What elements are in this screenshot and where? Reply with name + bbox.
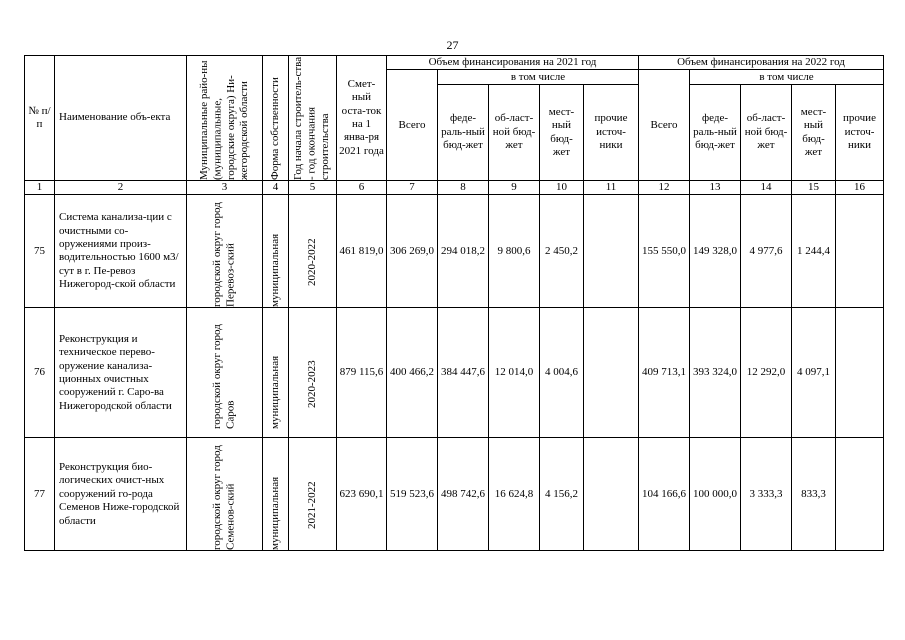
total-2021: 306 269,0 [387,195,438,308]
row-number: 76 [25,308,55,438]
ownership-cell [263,195,289,308]
column-number: 4 [263,181,289,195]
total-2021: 519 523,6 [387,438,438,551]
other-2022 [836,308,884,438]
header-federal-2022: феде-раль-ный бюд-жет [690,85,741,181]
table-row [25,438,884,551]
other-2022 [836,438,884,551]
estimate-value: 879 115,6 [337,308,387,438]
ownership-text: муниципальная [268,477,281,551]
object-name: Система канализа-ции с очистными со-оружениями произ-водительностью 1600 м3/сут в г. Пе-ревоз Нижегород-ской области [55,195,187,308]
column-number: 11 [584,181,639,195]
federal-2022: 393 324,0 [690,308,741,438]
column-number: 14 [741,181,792,195]
ownership-text: муниципальная [268,355,281,429]
header-name: Наименование объ-екта [55,56,187,181]
header-ownership [263,56,289,181]
total-2021: 400 466,2 [387,308,438,438]
header-local-2022: мест-ный бюд-жет [792,85,836,181]
page-number: 27 [446,38,459,52]
other-2021 [584,195,639,308]
local-2021: 4 156,2 [540,438,584,551]
header-regional-2021: об-ласт-ной бюд-жет [489,85,540,181]
regional-2021: 12 014,0 [489,308,540,438]
local-2022: 833,3 [792,438,836,551]
ownership-cell [263,438,289,551]
row-number: 77 [25,438,55,551]
column-number: 13 [690,181,741,195]
ownership-text: муниципальная [268,234,281,308]
total-2022: 155 550,0 [639,195,690,308]
ownership-cell [263,308,289,438]
federal-2021: 294 018,2 [438,195,489,308]
header-num: № п/п [25,56,55,181]
header-regional-2022: об-ласт-ной бюд-жет [741,85,792,181]
header-local-2021: мест-ный бюд-жет [540,85,584,181]
financing-table [24,55,884,551]
estimate-value: 623 690,1 [337,438,387,551]
regional-2022: 12 292,0 [741,308,792,438]
header-total-2022: Всего [639,70,690,181]
column-number: 10 [540,181,584,195]
column-number: 1 [25,181,55,195]
column-number: 9 [489,181,540,195]
other-2021 [584,308,639,438]
regional-2022: 3 333,3 [741,438,792,551]
object-name: Реконструкция био-логических очист-ных сооружений го-рода Семенов Ниже-городской области [55,438,187,551]
federal-2021: 384 447,6 [438,308,489,438]
total-2022: 409 713,1 [639,308,690,438]
header-other-2021: прочие источ-ники [584,85,639,181]
column-number-row [25,181,884,195]
local-2022: 1 244,4 [792,195,836,308]
header-district [187,56,263,181]
header-funding-2022: Объем финансирования на 2022 год [639,56,884,70]
years-cell [289,438,337,551]
header-federal-2021: феде-раль-ный бюд-жет [438,85,489,181]
header-estimate: Смет-ный оста-ток на 1 янва-ря 2021 года [337,56,387,181]
column-number: 16 [836,181,884,195]
object-name: Реконструкция и техническое перево-оружение канализа-ционных очистных сооружений г. Саро-ва Нижегородской области [55,308,187,438]
regional-2021: 9 800,6 [489,195,540,308]
column-number: 15 [792,181,836,195]
other-2021 [584,438,639,551]
column-number: 5 [289,181,337,195]
district-text: городской округ город Перевоз-ский [211,202,237,308]
total-2022: 104 166,6 [639,438,690,551]
years-text: 2020-2022 [305,238,318,287]
header-row-1 [25,56,884,70]
header-including-2021: в том числе [438,70,639,85]
local-2021: 4 004,6 [540,308,584,438]
table-row [25,308,884,438]
header-years-text: Год начала строитель-ства - год окончания строительства [292,56,332,180]
years-text: 2021-2022 [305,481,318,530]
regional-2021: 16 624,8 [489,438,540,551]
years-cell [289,308,337,438]
federal-2021: 498 742,6 [438,438,489,551]
column-number: 7 [387,181,438,195]
header-years [289,56,337,181]
column-number: 3 [187,181,263,195]
header-funding-2021: Объем финансирования на 2021 год [387,56,639,70]
header-ownership-text: Форма собственности [268,77,281,180]
column-number: 8 [438,181,489,195]
header-including-2022: в том числе [690,70,884,85]
district-cell [187,308,263,438]
district-text: городской округ город Семенов-ский [211,445,237,551]
regional-2022: 4 977,6 [741,195,792,308]
district-cell [187,438,263,551]
header-other-2022: прочие источ-ники [836,85,884,181]
column-number: 12 [639,181,690,195]
header-total-2021: Всего [387,70,438,181]
district-cell [187,195,263,308]
federal-2022: 149 328,0 [690,195,741,308]
column-number: 2 [55,181,187,195]
header-district-text: Муниципальные райо-ны (муниципальные, городские округа) Ни-жегородской области [197,60,250,180]
column-number: 6 [337,181,387,195]
estimate-value: 461 819,0 [337,195,387,308]
other-2022 [836,195,884,308]
row-number: 75 [25,195,55,308]
years-cell [289,195,337,308]
district-text: городской округ город Саров [211,324,237,429]
local-2021: 2 450,2 [540,195,584,308]
table-row [25,195,884,308]
years-text: 2020-2023 [305,360,318,408]
federal-2022: 100 000,0 [690,438,741,551]
local-2022: 4 097,1 [792,308,836,438]
